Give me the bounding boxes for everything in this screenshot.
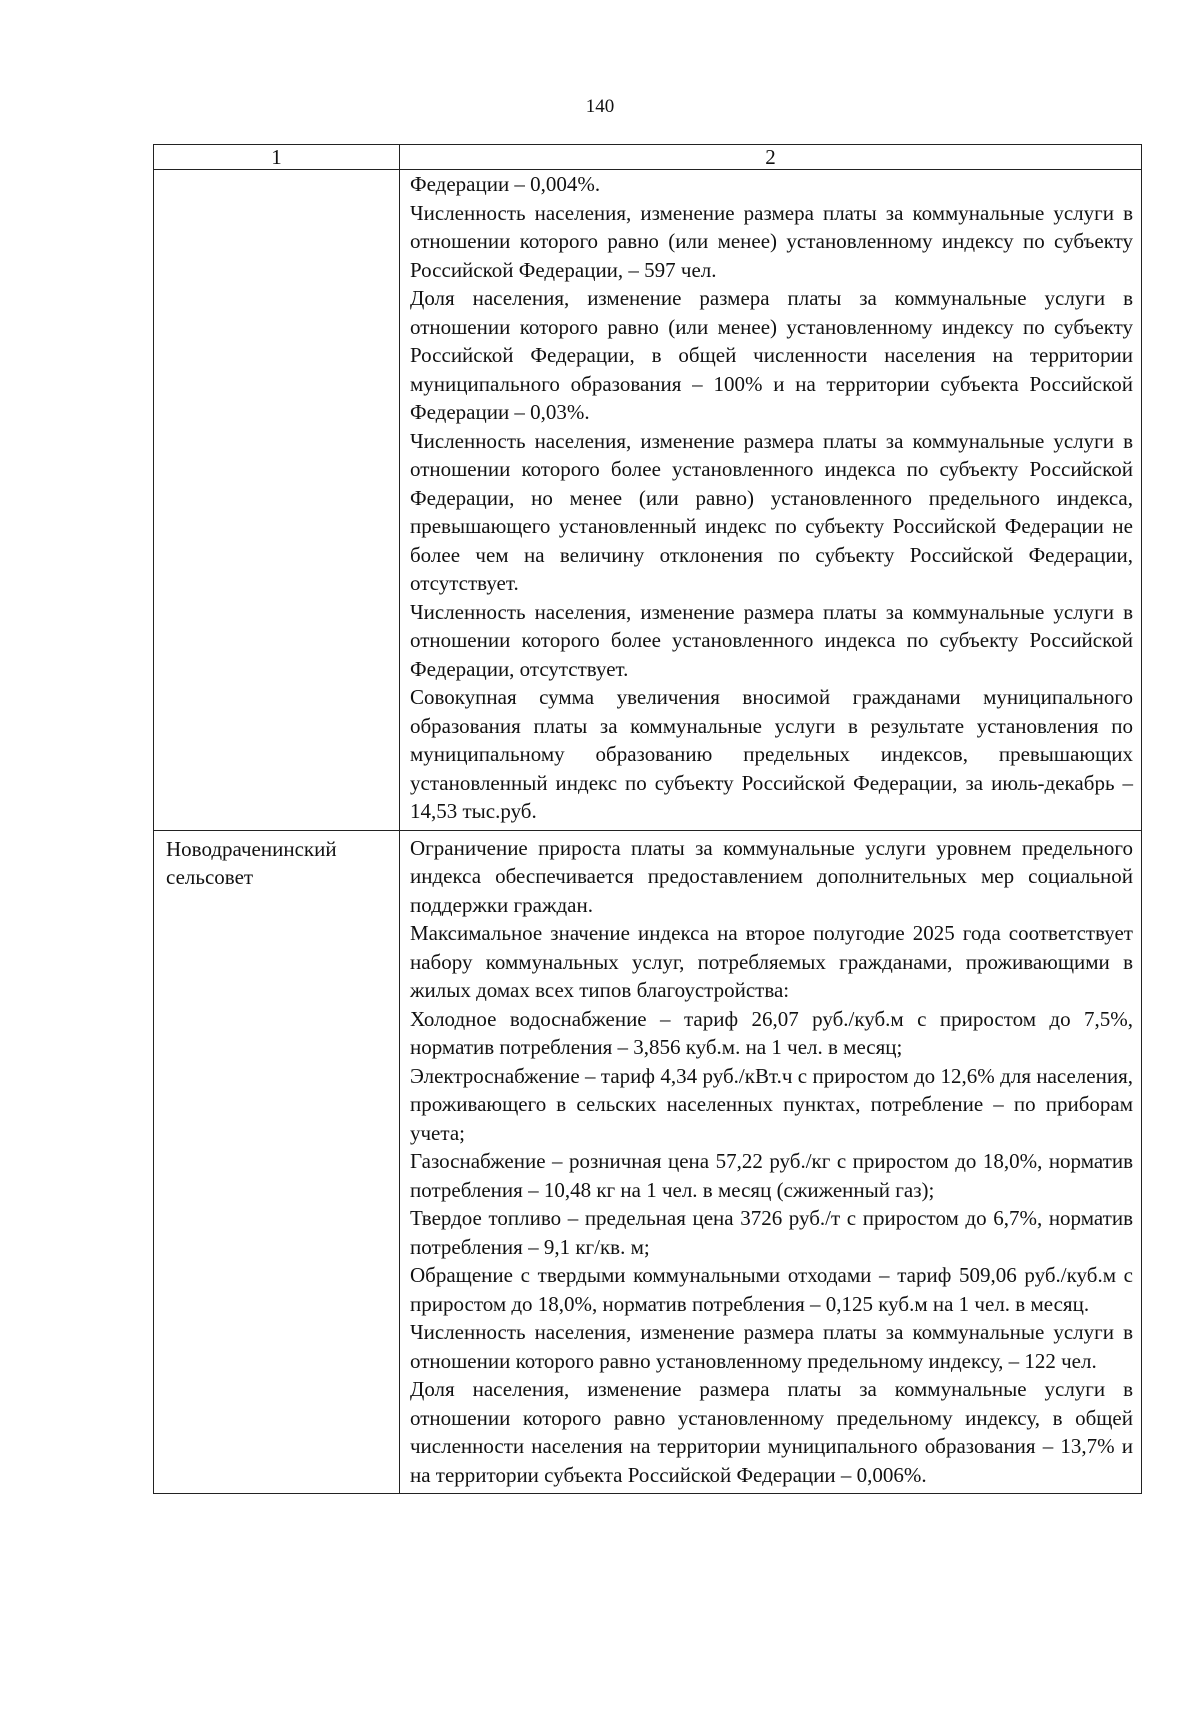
paragraph: Обращение с твердыми коммунальными отходами – тариф 509,06 руб./куб.м с приростом до 18,0%, норматив потребления – 0,125 куб.м на 1 чел. в месяц. xyxy=(410,1263,1133,1316)
paragraph: Максимальное значение индекса на второе полугодие 2025 года соответствует набору коммунальных услуг, потребляемых гражданами, проживающими в жилых домах всех типов благоустройства: xyxy=(410,921,1133,1002)
paragraph: Численность населения, изменение размера платы за коммунальные услуги в отношении которого равно установленному предельному индексу, – 122 чел. xyxy=(410,1320,1133,1373)
paragraph: Численность населения, изменение размера платы за коммунальные услуги в отношении которого равно (или менее) установленному индексу по субъекту Российской Федерации, – 597 чел. xyxy=(410,200,1133,282)
paragraph: Холодное водоснабжение – тариф 26,07 руб./куб.м с приростом до 7,5%, норматив потребления – 3,856 куб.м. на 1 чел. в месяц; xyxy=(410,1006,1133,1059)
paragraph: Федерации – 0,004%. xyxy=(410,172,601,196)
paragraph: Ограничение прироста платы за коммунальные услуги уровнем предельного индекса обеспечивается предоставлением дополнительных мер социальной поддержки граждан. xyxy=(410,835,1133,917)
description-cell xyxy=(400,830,1142,1494)
description-cell xyxy=(400,170,1142,831)
paragraph: Доля населения, изменение размера платы за коммунальные услуги в отношении которого равно (или менее) установленному индексу по субъекту Российской Федерации, в общей численности населения на территории муниципального образования – 100% и на территории субъекта Российской Федерации – 0,03%. xyxy=(410,286,1133,424)
municipal-table xyxy=(153,144,1142,1494)
paragraph: Электроснабжение – тариф 4,34 руб./кВт.ч с приростом до 12,6% для населения, проживающего в сельских населенных пунктах, потребление – по приборам учета; xyxy=(410,1063,1133,1145)
paragraph: Твердое топливо – предельная цена 3726 руб./т с приростом до 6,7%, норматив потребления – 9,1 кг/кв. м; xyxy=(410,1206,1133,1259)
paragraph: Численность населения, изменение размера платы за коммунальные услуги в отношении которого более установленного индекса по субъекту Российской Федерации, но менее (или равно) установленного предельного индекса, превышающего установленный индекс по субъекту Российской Федерации не более чем на величину отклонения по субъекту Российской Федерации, отсутствует. xyxy=(410,428,1133,595)
paragraph: Совокупная сумма увеличения вносимой гражданами муниципального образования платы за коммунальные услуги в результате установления по муниципальному образованию предельных индексов, превышающих установленный индекс по субъекту Российской Федерации, за июль-декабрь – 14,53 тыс.руб. xyxy=(410,685,1133,823)
municipality-name-cell xyxy=(154,170,400,831)
paragraph: Доля населения, изменение размера платы за коммунальные услуги в отношении которого равно установленному предельному индексу, в общей численности населения на территории муниципального образования – 13,7% и на территории субъекта Российской Федерации – 0,006%. xyxy=(410,1377,1133,1487)
page-number: 140 xyxy=(585,96,615,117)
column-header-1: 1 xyxy=(154,145,400,170)
table-row xyxy=(154,830,1142,1494)
table-header-row xyxy=(154,145,1142,170)
column-header-2: 2 xyxy=(400,145,1142,170)
paragraph: Численность населения, изменение размера платы за коммунальные услуги в отношении которого более установленного индекса по субъекту Российской Федерации, отсутствует. xyxy=(410,599,1133,681)
paragraph: Газоснабжение – розничная цена 57,22 руб./кг с приростом до 18,0%, норматив потребления – 10,48 кг на 1 чел. в месяц (сжиженный газ); xyxy=(410,1149,1133,1202)
municipality-name-cell: Новодраченинский сельсовет xyxy=(154,830,400,1494)
table-row xyxy=(154,170,1142,831)
